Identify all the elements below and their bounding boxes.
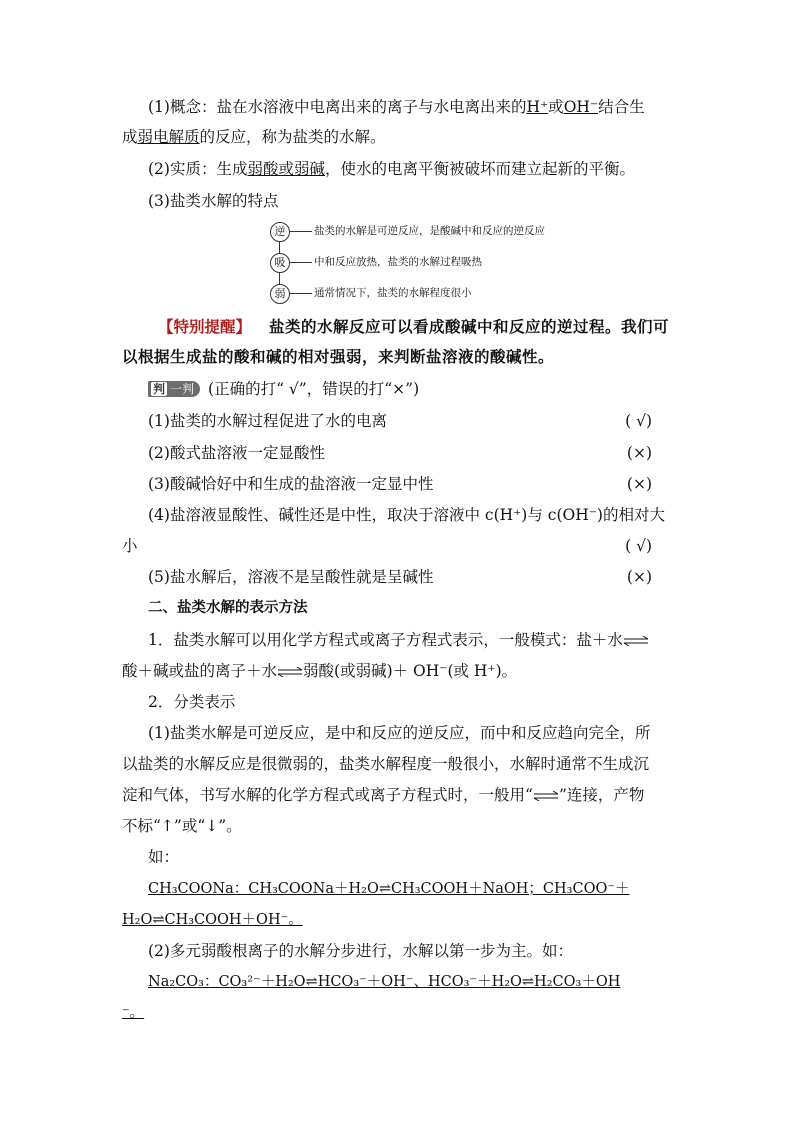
concept-line-2 (122, 126, 386, 148)
weak-acid-base: 弱酸或弱碱 (247, 160, 325, 178)
judge-header (148, 378, 419, 400)
section2-p3-line2: 以盐类的水解反应是很微弱的，盐类水解程度一般很小，水解时通常不生成沉 (122, 755, 650, 773)
judge-icon-label: 一判 (170, 382, 195, 396)
judge-mark: ( √) (625, 537, 652, 555)
concept-text-2b: 的反应，称为盐类的水解。 (199, 128, 386, 146)
essence-line (148, 158, 635, 180)
judge-item-text-cont: 小 (122, 537, 138, 555)
equation-text: H₂O⇌CH₃COOH＋OH⁻。 (122, 912, 303, 928)
diagram-text-absorb: 中和反应放热，盐类的水解过程吸热 (314, 256, 482, 268)
reminder-line-1 (158, 316, 669, 338)
features-title: (3)盐类水解的特点 (148, 192, 279, 210)
section2-p2: 2．分类表示 (148, 693, 236, 711)
oh-ion: OH⁻ (563, 98, 599, 116)
judge-item-cont (122, 535, 652, 557)
judge-item (148, 504, 665, 526)
judge-item (148, 473, 652, 495)
section-heading: 二、盐类水解的表示方法 (148, 600, 308, 616)
p3-text-3b: ”连接，产物 (558, 786, 645, 804)
equation-text: Na₂CO₃：CO₃²⁻＋H₂O⇌HCO₃⁻＋OH⁻、HCO₃⁻＋H₂O⇌H₂CO₃＋OH (148, 974, 621, 990)
equilibrium-arrow-icon (533, 791, 559, 801)
concept-or: 或 (548, 98, 564, 116)
section2-p1-line2 (122, 660, 517, 682)
diagram-circle-reverse: 逆 (270, 222, 290, 242)
equilibrium-arrow-icon (277, 667, 303, 677)
judge-instruction: (正确的打“ √”，错误的打“×”) (208, 380, 420, 398)
h-ion: H⁺ (526, 98, 549, 116)
equation-text: CH₃COONa：CH₃COONa＋H₂O⇌CH₃COOH＋NaOH；CH₃COO⁻＋ (148, 881, 630, 897)
concept-text-2a: 成 (122, 128, 138, 146)
weak-electrolyte: 弱电解质 (137, 128, 200, 146)
section2-p1-line1 (148, 629, 649, 651)
p1-text-2a: 酸＋碱或盐的离子＋水 (122, 662, 278, 680)
concept-text-end: 结合生 (598, 98, 645, 116)
judge-item-text: (2)酸式盐溶液一定显酸性 (148, 444, 325, 462)
diagram-connector (290, 262, 312, 263)
p1-text-2b: 弱酸(或弱碱)＋ OH⁻(或 H⁺)。 (303, 662, 518, 680)
p1-text: 1．盐类水解可以用化学方程式或离子方程式表示，一般模式：盐＋水 (148, 631, 623, 649)
judge-item (148, 410, 652, 432)
reminder-text: 盐类的水解反应可以看成酸碱中和反应的逆过程。我们可 (269, 317, 670, 336)
equation-2-line2 (122, 1002, 144, 1024)
concept-text: (1)概念：盐在水溶液中电离出来的离子与水电离出来的 (148, 98, 527, 116)
judge-mark: (×) (626, 444, 652, 462)
section2-p4: (2)多元弱酸根离子的水解分步进行，水解以第一步为主。如： (148, 942, 573, 960)
judge-item-text: (3)酸碱恰好中和生成的盐溶液一定显中性 (148, 475, 434, 493)
judge-item-text: (4)盐溶液显酸性、碱性还是中性，取决于溶液中 c(H⁺)与 c(OH⁻)的相对大 (148, 506, 665, 524)
section2-p3-line1: (1)盐类水解是可逆反应，是中和反应的逆反应，而中和反应趋向完全，所 (148, 724, 651, 742)
p3-text-3a: 淀和气体，书写水解的化学方程式或离子方程式时，一般用“ (122, 786, 533, 804)
section2-p3-line4: 不标“↑”或“↓”。 (122, 817, 242, 835)
judge-item-text: (1)盐类的水解过程促进了水的电离 (148, 412, 387, 430)
diagram-text-weak: 通常情况下，盐类的水解程度很小 (314, 287, 472, 299)
reminder-line-2 (122, 346, 554, 368)
diagram-circle-weak: 弱 (270, 284, 290, 304)
equation-1-line1 (148, 878, 630, 900)
equation-text: ⁻。 (122, 1005, 145, 1021)
example-label: 如： (148, 848, 180, 866)
features-diagram (268, 222, 588, 304)
judge-icon (148, 381, 200, 397)
section2-p3-line3 (122, 784, 644, 806)
judge-icon-char: 判 (153, 382, 166, 396)
diagram-circle-absorb: 吸 (270, 253, 290, 273)
diagram-connector (290, 231, 312, 232)
concept-line-1 (148, 96, 645, 118)
judge-item (148, 442, 652, 464)
judge-mark: (×) (626, 475, 652, 493)
judge-item-text: (5)盐水解后，溶液不是呈酸性就是呈碱性 (148, 568, 434, 586)
judge-mark: ( √) (625, 412, 652, 430)
essence-text-a: (2)实质：生成 (148, 160, 248, 178)
reminder-text-2: 以根据生成盐的酸和碱的相对强弱，来判断盐溶液的酸碱性。 (122, 347, 555, 366)
diagram-connector (290, 293, 312, 294)
equation-1-line2 (122, 909, 303, 931)
equation-2-line1 (148, 971, 620, 993)
judge-mark: (×) (626, 568, 652, 586)
judge-item (148, 566, 652, 588)
diagram-text-reverse: 盐类的水解是可逆反应，是酸碱中和反应的逆反应 (314, 225, 545, 237)
reminder-tag: 【特别提醒】 (158, 318, 252, 336)
equilibrium-arrow-icon (623, 636, 649, 646)
essence-text-b: ，使水的电离平衡被破坏而建立起新的平衡。 (324, 160, 635, 178)
